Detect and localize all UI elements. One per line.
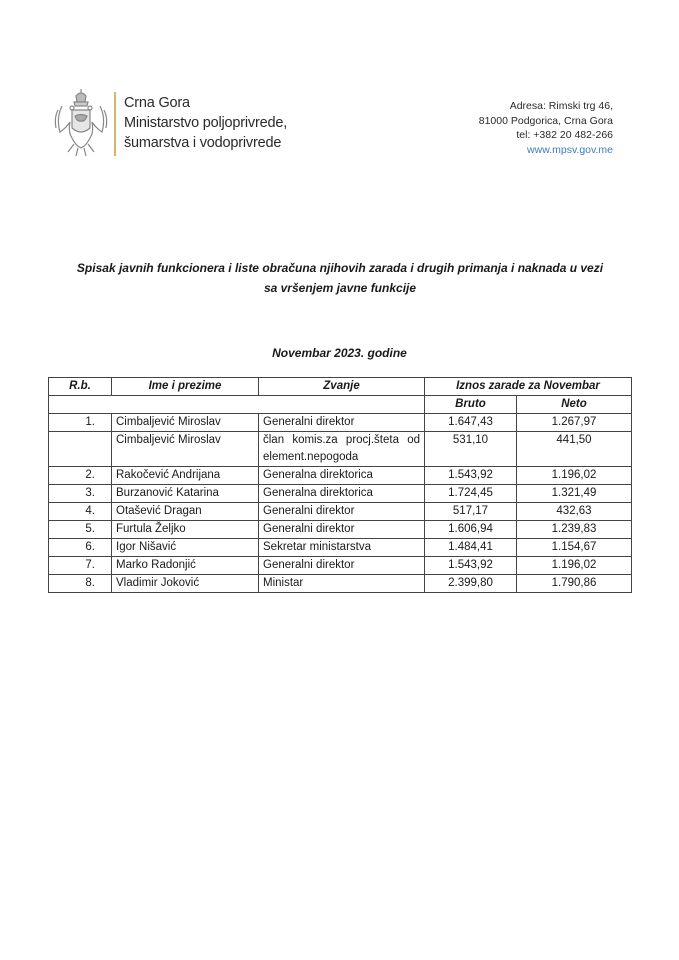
cell-gross: 1.543,92: [425, 557, 517, 575]
col-rb: R.b.: [49, 378, 112, 396]
document-title: [20, 258, 660, 298]
table-row: [49, 521, 632, 539]
col-gross: Bruto: [425, 396, 517, 414]
cell-gross: 1.484,41: [425, 539, 517, 557]
cell-title: Generalni direktor: [259, 521, 425, 539]
cell-title: član komis.za procj.šteta od element.nepogoda: [259, 432, 425, 467]
cell-gross: 517,17: [425, 503, 517, 521]
table-row: [49, 539, 632, 557]
title-line-2: sa vršenjem javne funkcije: [263, 281, 417, 295]
cell-gross: 1.543,92: [425, 467, 517, 485]
cell-net: 1.321,49: [517, 485, 632, 503]
contact-block: [479, 99, 613, 157]
cell-rb: 4.: [49, 503, 112, 521]
website-link[interactable]: www.mpsv.gov.me: [527, 143, 613, 156]
cell-rb: 8.: [49, 575, 112, 593]
title-line-1: Spisak javnih funkcionera i liste obračuna njihovih zarada i drugih primanja i naknada u vezi: [76, 261, 604, 275]
cell-title: Ministar: [259, 575, 425, 593]
subheader-blank: [49, 396, 425, 414]
montenegro-coat-of-arms-icon: [52, 88, 110, 158]
table-row: [49, 467, 632, 485]
col-title: Zvanje: [259, 378, 425, 396]
table-row: [49, 557, 632, 575]
subheader-row: [49, 396, 632, 414]
phone-line: tel: +382 20 482-266: [516, 129, 613, 141]
header-row: [49, 378, 632, 396]
cell-rb: 1.: [49, 414, 112, 432]
table-row: [49, 414, 632, 432]
org-line-ministry: Ministarstvo poljoprivrede,: [124, 115, 288, 131]
cell-rb: 2.: [49, 467, 112, 485]
cell-net: 432,63: [517, 503, 632, 521]
cell-net: 1.267,97: [517, 414, 632, 432]
table-row: [49, 575, 632, 593]
cell-rb: 7.: [49, 557, 112, 575]
city-line: 81000 Podgorica, Crna Gora: [478, 114, 613, 127]
cell-name: Rakočević Andrijana: [112, 467, 259, 485]
cell-gross: 2.399,80: [425, 575, 517, 593]
cell-title: Generalni direktor: [259, 557, 425, 575]
cell-rb: 5.: [49, 521, 112, 539]
cell-name: Igor Nišavić: [112, 539, 259, 557]
cell-title: Generalni direktor: [259, 414, 425, 432]
cell-name: Marko Radonjić: [112, 557, 259, 575]
period-heading: Novembar 2023. godine: [272, 346, 407, 360]
table-row: [49, 503, 632, 521]
cell-net: 441,50: [517, 432, 632, 467]
cell-gross: 1.606,94: [425, 521, 517, 539]
cell-net: 1.154,67: [517, 539, 632, 557]
header-divider: [114, 92, 116, 156]
cell-name: Vladimir Joković: [112, 575, 259, 593]
cell-gross: 1.724,45: [425, 485, 517, 503]
cell-title: Sekretar ministarstva: [259, 539, 425, 557]
address-line: Adresa: Rimski trg 46,: [509, 100, 613, 112]
cell-name: Otašević Dragan: [112, 503, 259, 521]
cell-rb: 6.: [49, 539, 112, 557]
table-row: [49, 485, 632, 503]
cell-name: Furtula Željko: [112, 521, 259, 539]
cell-title: Generalna direktorica: [259, 485, 425, 503]
cell-net: 1.239,83: [517, 521, 632, 539]
table-row: [49, 432, 632, 467]
ministry-name: [124, 93, 287, 153]
cell-net: 1.790,86: [517, 575, 632, 593]
letterhead: [0, 0, 679, 170]
cell-gross: 1.647,43: [425, 414, 517, 432]
cell-rb: [49, 432, 112, 467]
org-line-ministry-cont: šumarstva i vodoprivrede: [124, 135, 282, 151]
col-name: Ime i prezime: [112, 378, 259, 396]
cell-title: Generalni direktor: [259, 503, 425, 521]
col-amount-group: Iznos zarade za Novembar: [425, 378, 632, 396]
cell-net: 1.196,02: [517, 557, 632, 575]
cell-gross: 531,10: [425, 432, 517, 467]
cell-name: Burzanović Katarina: [112, 485, 259, 503]
cell-title: Generalna direktorica: [259, 467, 425, 485]
cell-net: 1.196,02: [517, 467, 632, 485]
cell-rb: 3.: [49, 485, 112, 503]
salary-table: [48, 377, 632, 593]
col-net: Neto: [517, 396, 632, 414]
org-line-country: Crna Gora: [124, 95, 190, 111]
cell-name: Cimbaljević Miroslav: [112, 414, 259, 432]
cell-name: Cimbaljević Miroslav: [112, 432, 259, 467]
